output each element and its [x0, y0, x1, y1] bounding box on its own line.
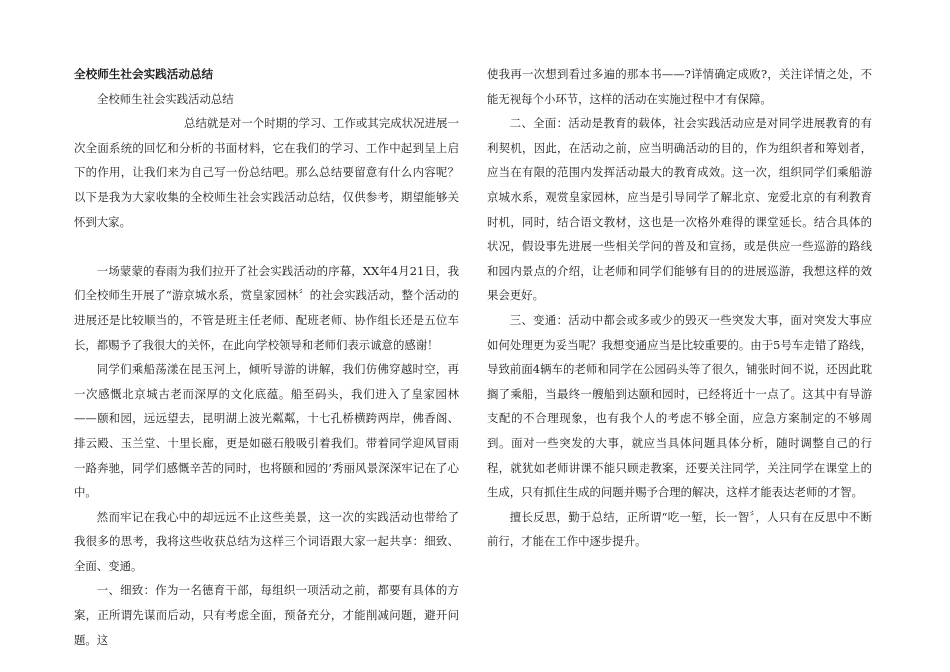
paragraph-gap: [74, 234, 459, 259]
paragraph-reflection: 然而牢记在我心中的却远远不止这些美景，这一次的实践活动也带给了我很多的思考，我将这些收获总结为这样三个词语跟大家一起共享：细致、全面、变通。: [74, 509, 459, 573]
right-column: [487, 62, 872, 554]
paragraph-point-three: 三、变通：活动中都会或多或少的毁灭一些突发大事，面对突发大事应如何处理更为妥当呢？我想变通应当是比较重要的。由于5号车走错了路线，导致前面4辆车的老师和同学在公园码头等了很久，铺张时间不说，还因此耽搁了乘船，当最终一艘船到达颐和园时，已经将近十一点了。这其中有导游支配的不合理现象，也有我个人的考虑不够全面，应急方案制定的不够周到。面对一些突发的大事，就应当具体问题具体分析，随时调整自己的行程，就犹如老师讲课不能只顾走教案，还要关注同学，关注同学在课堂上的生成，只有抓住生成的问题并赐予合理的解决，这样才能表达老师的才智。: [487, 312, 872, 500]
paragraph-point-two: 二、全面：活动是教育的载体，社会实践活动应是对同学进展教育的有利契机，因此，在活动之前，应当明确活动的目的，作为组织者和筹划者，应当在有限的范围内发挥活动最大的教育成效。这一次，组织同学们乘船游京城水系，观赏皇家园林，应当是引导同学了解北京、宠爱北京的有利教育时机，同时，结合语文教材，这也是一次格外难得的课堂延长。结合具体的状况，假设事先进展一些相关学问的普及和宣扬，或是供应一些巡游的路线和园内景点的介绍，让老师和同学们能够有目的的进展巡游，我想这样的效果会更好。: [487, 116, 872, 303]
left-column: [74, 62, 459, 652]
paragraph-boat-trip: 同学们乘船荡漾在昆玉河上，倾听导游的讲解，我们仿佛穿越时空，再一次感慨北京城古老而深厚的文化底蕴。船至码头，我们进入了皇家园林——颐和园，远远望去，昆明湖上波光粼粼，十七孔桥横跨两岸，佛香阁、排云殿、玉兰堂、十里长廊，更是如磁石般吸引着我们。带着同学迎风冒雨一路奔驰，同学们感慨辛苦的同时，也将颐和园的’秀丽风景深深牢记在了心中。: [74, 362, 459, 500]
document-subtitle: 全校师生社会实践活动总结: [97, 91, 234, 106]
paragraph-point-one: 一、细致：作为一名德育干部，每组织一项活动之前，都要有具体的方案，正所谓先谋而后动，只有考虑全面，预备充分，才能削减问题，避开问题。这: [74, 583, 459, 647]
document-title: 全校师生社会实践活动总结: [74, 67, 214, 81]
paragraph-point-one-continued: 使我再一次想到看过多遍的那本书——?详情确定成败?，关注详情之处，不能无视每个小环节，这样的活动在实施过程中才有保障。: [487, 67, 872, 106]
paragraph-conclusion: 擅长反思，勤于总结，正所谓“吃一堑，长一智〞，人只有在反思中不断前行，才能在工作中逐步提升。: [487, 509, 872, 549]
paragraph-intro: 总结就是对一个时期的学习、工作或其完成状况进展一次全面系统的回忆和分析的书面材料，它在我们的学习、工作中起到呈上启下的作用，让我们来为自己写一份总结吧。那么总结要留意有什么内容呢？以下是我为大家收集的全校师生社会实践活动总结，仅供参考，期望能够关怀到大家。: [74, 116, 459, 229]
paragraph-opening: 一场蒙蒙的春雨为我们拉开了社会实践活动的序幕，XX年4月21日，我们全校师生开展了“游京城水系，赏皇家园林〞的社会实践活动，整个活动的进展还是比较顺当的，不管是班主任老师、配班老师、协作组长还是五位车长，都赐予了我很大的关怀，在此向学校领导和老师们表示诚意的感谢！: [74, 263, 459, 352]
